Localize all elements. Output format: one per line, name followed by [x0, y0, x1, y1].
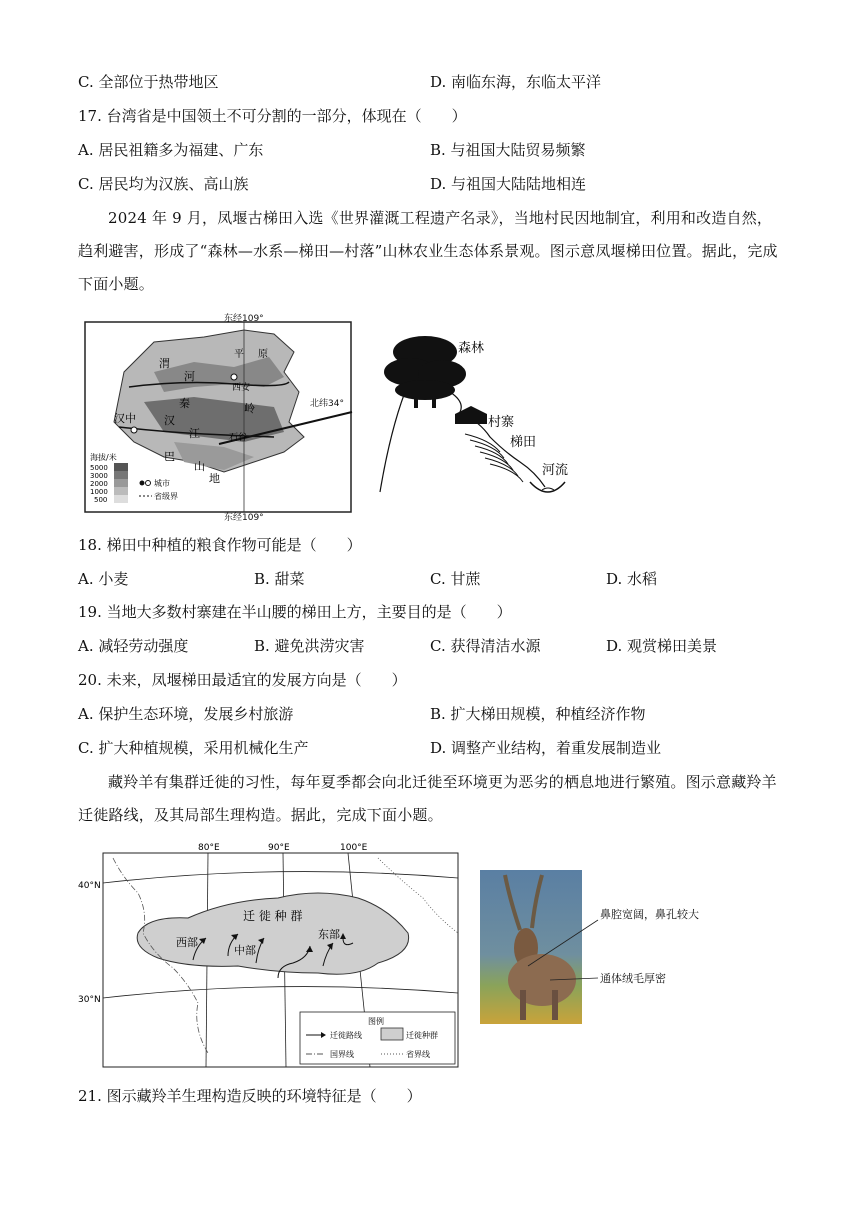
lon-100: 100°E: [340, 843, 368, 853]
question-18-stem: 18. 梯田中种植的粮食作物可能是（ ）: [78, 536, 362, 554]
label-middle: 中部: [234, 944, 256, 957]
label-nose: 鼻腔宽阔，鼻孔较大: [600, 908, 699, 921]
place-hanzhong: 汉中: [114, 412, 136, 425]
question-21-stem: 21. 图示藏羚羊生理构造反映的环境特征是（ ）: [78, 1087, 422, 1105]
legend-city: 城市: [154, 479, 170, 488]
question-17-stem: 17. 台湾省是中国领土不可分割的一部分，体现在（ ）: [78, 107, 467, 125]
q20-option-c: C. 扩大种植规模，采用机械化生产: [78, 739, 309, 757]
label-west: 西部: [176, 936, 198, 949]
legend-altitude-title: 海拔/米: [90, 453, 117, 462]
label-terrace: 梯田: [510, 435, 537, 450]
q20-option-d: D. 调整产业结构，着重发展制造业: [430, 739, 662, 757]
legend-level: 1000: [90, 488, 108, 496]
place-wei: 渭: [159, 357, 170, 370]
question-20-stem: 20. 未来，凤堰梯田最适宜的发展方向是（ ）: [78, 671, 407, 689]
place-qin: 秦: [179, 397, 190, 410]
label-river: 河流: [542, 463, 569, 478]
label-east: 东部: [318, 928, 340, 941]
place-di: 地: [209, 472, 220, 485]
lon-label-top: 东经109°: [224, 314, 264, 324]
legend-population: 迁徙种群: [406, 1031, 438, 1040]
q19-option-d: D. 观赏梯田美景: [606, 637, 718, 655]
lat-40: 40°N: [78, 881, 101, 891]
q18-option-c: C. 甘蔗: [430, 570, 481, 588]
q18-option-a: A. 小麦: [78, 570, 129, 588]
antelope-photo: [480, 870, 710, 1026]
legend-level: 500: [94, 496, 108, 504]
terrace-diagram: [370, 322, 590, 502]
q17-option-b: B. 与祖国大陆贸易频繁: [430, 141, 586, 159]
passage-terraces: 2024 年 9 月，凤堰古梯田入选《世界灌溉工程遗产名录》，当地村民因地制宜，利用和改造自然，趋利避害，形成了“森林—水系—梯田—村落”山林农业生态体系景观。图示意凤堰梯田位置。据此，完成下面小题。: [78, 209, 778, 293]
place-ling: 岭: [244, 402, 255, 415]
place-shan: 山: [194, 460, 205, 473]
legend-level: 3000: [90, 472, 108, 480]
legend-level: 5000: [90, 464, 108, 472]
label-fur: 通体绒毛厚密: [600, 972, 666, 985]
lon-80: 80°E: [198, 843, 220, 853]
legend-provincial-border: 省界线: [406, 1050, 430, 1059]
q17-option-a: A. 居民祖籍多为福建、广东: [78, 141, 264, 159]
legend-border: 省级界: [154, 492, 178, 501]
place-ba: 巴: [164, 450, 175, 463]
label-migration-population: 迁 徙 种 群: [243, 909, 303, 923]
place-jiang: 江: [189, 427, 200, 440]
q20-option-a: A. 保护生态环境，发展乡村旅游: [78, 705, 294, 723]
q18-option-d: D. 水稻: [606, 570, 658, 588]
passage-antelope: 藏羚羊有集群迁徙的习性，每年夏季都会向北迁徙至环境更为恶劣的栖息地进行繁殖。图示意藏羚羊迁徙路线，及其局部生理构造。据此，完成下面小题。: [78, 773, 777, 824]
lat-label: 北纬34°: [310, 399, 344, 409]
legend-level: 2000: [90, 480, 108, 488]
place-ping: 平: [234, 349, 244, 360]
q18-option-b: B. 甜菜: [254, 570, 305, 588]
question-19-stem: 19. 当地大多数村寨建在半山腰的梯田上方，主要目的是（ ）: [78, 603, 512, 621]
option-d-prev: D. 南临东海，东临太平洋: [430, 73, 602, 91]
legend-route: 迁徙路线: [330, 1031, 362, 1040]
antelope-migration-map: [78, 838, 463, 1070]
lon-90: 90°E: [268, 843, 290, 853]
option-c-prev: C. 全部位于热带地区: [78, 73, 219, 91]
q20-option-b: B. 扩大梯田规模，种植经济作物: [430, 705, 646, 723]
place-he: 河: [184, 370, 195, 383]
legend-national-border: 国界线: [330, 1050, 354, 1059]
label-forest: 森林: [458, 341, 485, 356]
shaanxi-map: [84, 312, 354, 522]
place-xian: 西安: [232, 383, 251, 393]
label-village: 村寨: [488, 415, 515, 430]
q19-option-a: A. 减轻劳动强度: [78, 637, 189, 655]
legend-title: 图例: [368, 1017, 384, 1026]
place-han: 汉: [164, 414, 175, 427]
q19-option-c: C. 获得清洁水源: [430, 637, 541, 655]
lat-30: 30°N: [78, 995, 101, 1005]
q17-option-d: D. 与祖国大陆陆地相连: [430, 175, 587, 193]
q19-option-b: B. 避免洪涝灾害: [254, 637, 365, 655]
lon-label-bottom: 东经109°: [224, 513, 264, 522]
place-shigu: 石谷: [229, 433, 248, 443]
q17-option-c: C. 居民均为汉族、高山族: [78, 175, 249, 193]
place-yuan: 原: [258, 349, 268, 360]
